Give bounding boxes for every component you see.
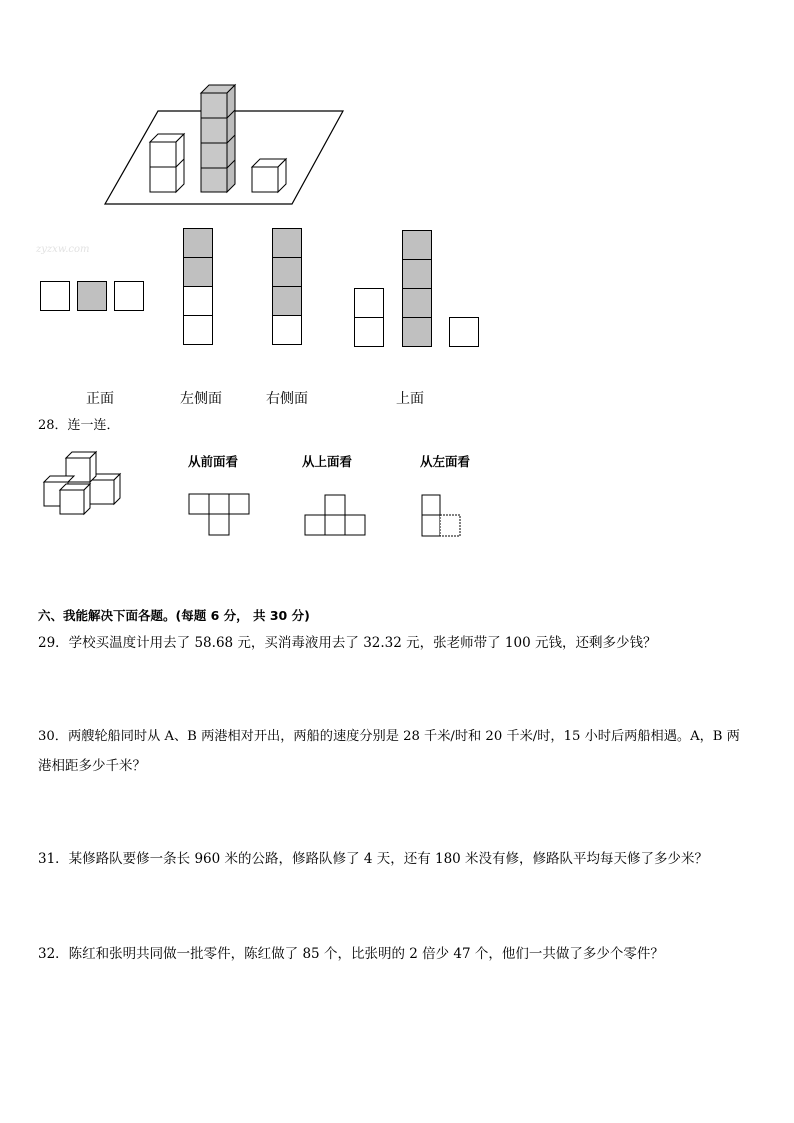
q30-line1: 30．两艘轮船同时从 A、B 两港相对开出，两船的速度分别是 28 千米/时和 20 千米/时，15 小时后两船相遇。A，B 两 xyxy=(38,729,740,744)
q30-line2: 港相距多少千米？ xyxy=(38,758,146,774)
q28-front-view-shape xyxy=(188,493,250,537)
section6-heading: 六、我能解决下面各题。(每题 6 分， 共 30 分) xyxy=(38,608,310,623)
label-right: 右侧面 xyxy=(266,391,308,407)
q28-label-front: 从前面看 xyxy=(188,454,239,469)
watermark: zyzxw.com xyxy=(36,244,90,255)
q32-text: 32．陈红和张明共同做一批零件，陈红做了 85 个，比张明的 2 倍少 47 个，他们一共做了多少个零件？ xyxy=(38,946,664,962)
label-left: 左侧面 xyxy=(180,391,222,407)
q31-text: 31．某修路队要修一条长 960 米的公路，修路队修了 4 天，还有 180 米没有修，修路队平均每天修了多少米？ xyxy=(38,851,709,867)
q28-cube-figure xyxy=(40,448,140,518)
label-front: 正面 xyxy=(86,391,114,407)
q28-title: 28．连一连． xyxy=(38,418,120,433)
q28-left-view-shape xyxy=(420,494,466,538)
q28-top-view-shape xyxy=(304,494,366,538)
q28-label-top: 从上面看 xyxy=(302,454,353,469)
q29-text: 29．学校买温度计用去了 58.68 元，买消毒液用去了 32.32 元，张老师带了 100 元钱，还剩多少钱？ xyxy=(38,635,657,651)
label-top: 上面 xyxy=(396,391,424,407)
q28-label-left: 从左面看 xyxy=(420,454,471,469)
cube-arrangement-figure xyxy=(100,80,350,210)
